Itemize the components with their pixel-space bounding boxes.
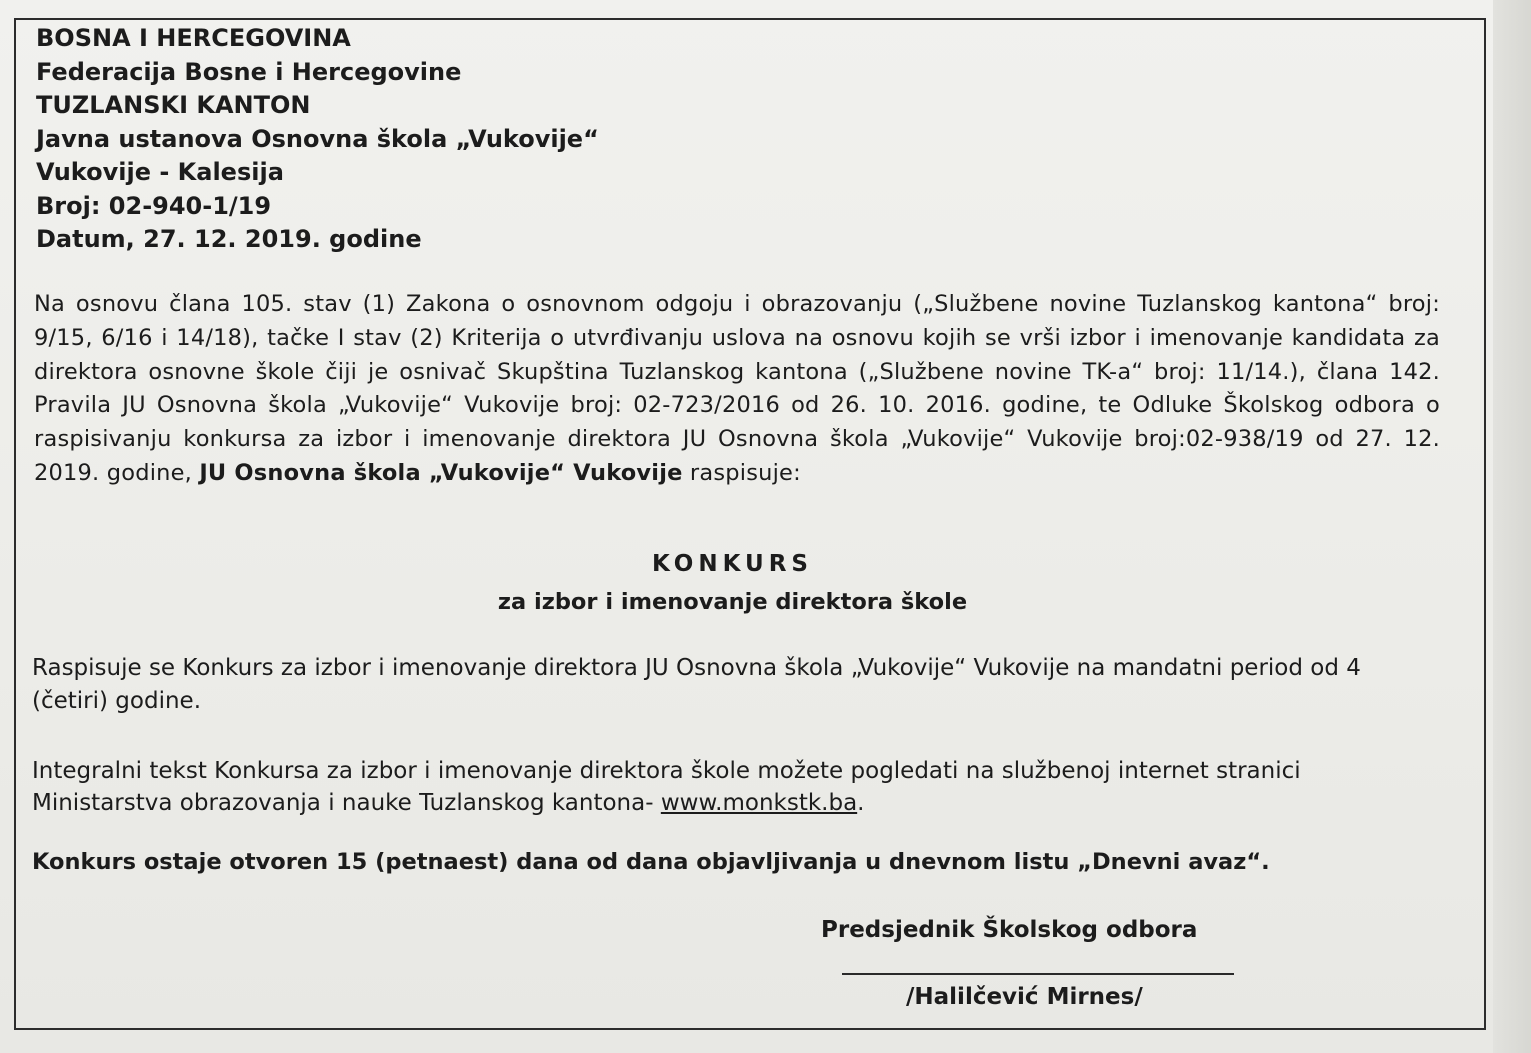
ministry-website-link[interactable]: www.monkstk.ba: [660, 790, 858, 816]
signature-line: [842, 973, 1234, 975]
intro-paragraph: [34, 288, 1440, 491]
integral-text: Integralni tekst Konkursa za izbor i imenovanje direktora škole možete pogledati na službenoj internet stranici Ministarstva obrazovanja i nauke Tuzlanskog kantona-: [32, 758, 1301, 816]
header-canton: TUZLANSKI KANTON: [36, 91, 311, 119]
announcement-paragraph: Raspisuje se Konkurs za izbor i imenovanje direktora JU Osnovna škola „Vukovije“ Vukovije na mandatni period od 4 (četiri) godine.: [32, 655, 1361, 714]
document-header: [36, 22, 599, 257]
header-number: Broj: 02-940-1/19: [36, 191, 272, 220]
header-location: Vukovije - Kalesija: [36, 158, 284, 186]
integral-text-end: .: [857, 790, 865, 816]
header-date: Datum, 27. 12. 2019. godine: [36, 225, 422, 253]
signature-title: Predsjednik Školskog odbora: [821, 917, 1198, 943]
intro-bold-school: JU Osnovna škola „Vukovije“ Vukovije: [199, 459, 683, 486]
deadline-paragraph: Konkurs ostaje otvoren 15 (petnaest) dana od dana objavljivanja u dnevnom listu „Dnevni avaz“.: [32, 849, 1270, 875]
header-institution: Javna ustanova Osnovna škola „Vukovije“: [36, 124, 599, 153]
header-federation: Federacija Bosne i Hercegovine: [36, 57, 462, 86]
header-country: BOSNA I HERCEGOVINA: [36, 24, 351, 52]
intro-end: raspisuje:: [682, 459, 801, 486]
document-subtitle: za izbor i imenovanje direktora škole: [497, 589, 968, 615]
signature-name: /Halilčević Mirnes/: [906, 984, 1143, 1010]
document-title: KONKURS: [652, 551, 813, 577]
page-edge: [1493, 0, 1531, 1053]
integral-text-paragraph: [32, 755, 1362, 819]
intro-text: Na osnovu člana 105. stav (1) Zakona o osnovnom odgoju i obrazovanju („Službene novine Tuzlanskog kantona“ broj: 9/15, 6/16 i 14/18), tačke I stav (2) Kriterija o utvrđivanju uslova na osnovu kojih se vrši izbor i imenovanje kandidata za direktora osnovne škole čiji je osnivač Skupština Tuzlanskog kantona („Službene novine TK-a“ broj: 11/14.), člana 142. Pravila JU Osnovna škola „Vukovije“ Vukovije broj: 02-723/2016 od 26. 10. 2016. godine, te Odluke Školskog odbora o raspisivanju konkursa za izbor i imenovanje direktora JU Osnovna škola „Vukovije“ Vukovije broj:02-938/19 od 27. 12. 2019. godine,: [34, 291, 1440, 486]
